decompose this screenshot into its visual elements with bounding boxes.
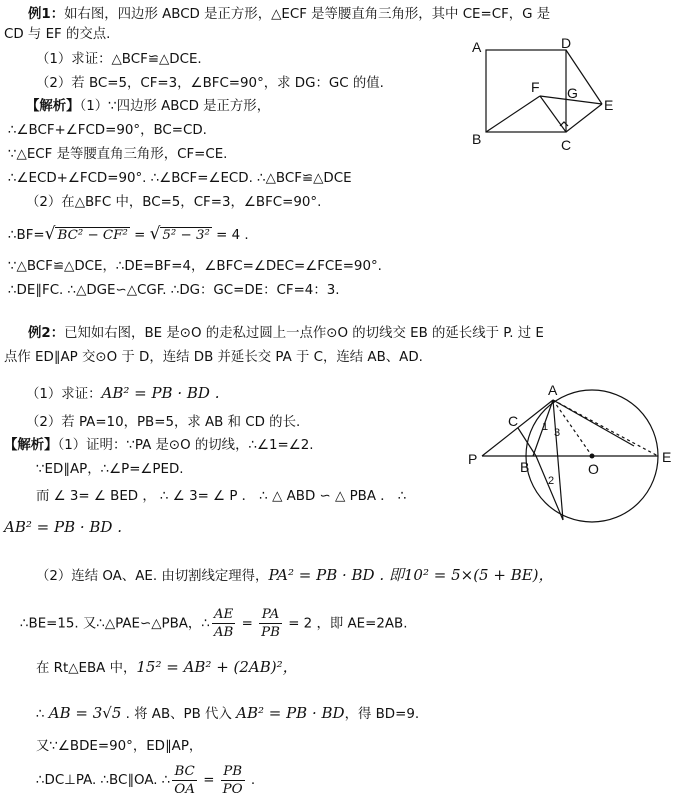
square-figure xyxy=(470,34,620,154)
angle-2: 2 xyxy=(548,475,555,487)
frac-num: PB xyxy=(221,763,245,781)
radicand-2: 5² − 3² xyxy=(162,228,210,243)
example2-solution-1-text: （1）证明：∵PA 是⊙O 的切线，∴∠1=∠2. xyxy=(57,438,314,453)
example1-statement-1: 如右图，四边形 ABCD 是正方形，△ECF 是等腰直角三角形，其中 CE=CF，G 是 xyxy=(64,7,551,22)
s8-prefix: ∴ xyxy=(36,707,49,722)
s5-prefix: （2）连结 OA、AE. 由切割线定理得， xyxy=(36,569,269,584)
s8-math-2: AB² = PB · BD xyxy=(236,704,345,722)
label-O: O xyxy=(588,461,599,477)
example1-step-7: ∵△BCF≌△DCE，∴DE=BF=4，∠BFC=∠DEC=∠FCE=90°. xyxy=(8,259,382,274)
q1-math: AB² = PB · BD . xyxy=(101,384,220,402)
frac-den: PB xyxy=(261,625,280,640)
s7-math: 15² = AB² + (2AB)²， xyxy=(136,658,298,676)
fraction-pb-po xyxy=(221,763,245,798)
example2-line1 xyxy=(28,325,544,343)
q1-prefix: （1）求证： xyxy=(26,387,102,402)
s8-math: AB = 3√5 xyxy=(48,704,122,722)
s4-math: AB² = PB · BD . xyxy=(4,518,122,536)
frac-num: BC xyxy=(172,763,197,781)
example2-step-6 xyxy=(20,606,407,640)
example1-question-1: （1）求证：△BCF≌△DCE. xyxy=(36,52,202,67)
example1-step-8: ∴DE∥FC. ∴△DGE∽△CGF. ∴DG：GC=DE：CF=4：3. xyxy=(8,283,340,298)
frac-den: OA xyxy=(174,781,195,797)
bf-label: ∴BF= xyxy=(8,228,45,243)
example2-solution-1 xyxy=(4,437,314,455)
example2-solution-heading: 【解析】 xyxy=(4,438,58,453)
example2-step-3: 而 ∠ 3= ∠ BED ， ∴ ∠ 3= ∠ P ． ∴ △ ABD ∽ △ PBA ． ∴ xyxy=(36,489,407,504)
frac-den: AB xyxy=(213,625,234,640)
example1-solution-heading: 【解析】 xyxy=(26,99,80,114)
s10-suffix: . xyxy=(246,773,256,788)
angle-1: 1 xyxy=(542,421,549,433)
s6-prefix: ∴BE=15. 又∴△PAE∽△PBA，∴ xyxy=(20,616,210,632)
frac-den: PO xyxy=(222,781,243,797)
example2-step-10 xyxy=(36,762,255,800)
label-E: E xyxy=(604,97,614,113)
label-F: F xyxy=(531,79,540,95)
circle-figure xyxy=(468,380,676,530)
example2-step-2: ∵ED∥AP，∴∠P=∠PED. xyxy=(36,462,184,477)
label-G: G xyxy=(567,85,578,101)
example1-line1 xyxy=(28,6,550,24)
example2-step-7 xyxy=(36,658,298,678)
example2-title: 例2： xyxy=(28,326,65,341)
equals: = xyxy=(237,616,258,632)
s5-math: PA² = PB · BD . 即10² = 5×(5 + BE)， xyxy=(268,566,554,584)
example1-statement-2: CD 与 EF 的交点. xyxy=(4,27,111,42)
label-B: B xyxy=(472,131,482,147)
example2-step-4 xyxy=(4,518,122,536)
example2-step-8 xyxy=(36,704,419,724)
example2-step-5 xyxy=(36,566,554,586)
example2-statement-1: 已知如右图，BE 是⊙O 的走私过圆上一点作⊙O 的切线交 EB 的延长线于 P. 过 E xyxy=(64,326,544,341)
label-C: C xyxy=(561,137,572,153)
equals-1: = xyxy=(129,228,150,243)
example2-question-1 xyxy=(26,384,219,404)
result-4: = 4 . xyxy=(211,228,249,243)
example1-step-6 xyxy=(8,225,249,245)
example2-question-2: （2）若 PA=10，PB=5，求 AB 和 CD 的长. xyxy=(26,415,301,430)
fraction-pa-pb xyxy=(259,606,282,641)
example1-question-2: （2）若 BC=5，CF=3，∠BFC=90°，求 DG：GC 的值. xyxy=(36,76,384,91)
label-A: A xyxy=(472,39,482,55)
example1-step-5: （2）在△BFC 中，BC=5，CF=3，∠BFC=90°. xyxy=(26,195,322,210)
angle-3: 3 xyxy=(554,427,561,439)
example1-step-3: ∵△ECF 是等腰直角三角形，CF=CE. xyxy=(8,147,228,162)
label-P: P xyxy=(468,451,478,467)
example1-solution-1-text: （1）∵四边形 ABCD 是正方形， xyxy=(79,99,271,114)
s7-prefix: 在 Rt△EBA 中， xyxy=(36,661,137,676)
sqrt-icon: √ xyxy=(44,224,56,244)
s8-middle: . 将 AB、PB 代入 xyxy=(121,707,237,722)
label-E: E xyxy=(662,449,672,465)
example2-statement-2: 点作 ED∥AP 交⊙O 于 D，连结 DB 并延长交 PA 于 C，连结 AB、AD. xyxy=(4,350,423,365)
example1-step-4: ∴∠ECD+∠FCD=90°. ∴∠BCF=∠ECD. ∴△BCF≌△DCE xyxy=(8,171,352,186)
radicand-1: BC² − CF² xyxy=(57,228,128,243)
label-A: A xyxy=(548,382,558,398)
label-C: C xyxy=(508,413,519,429)
frac-num: PA xyxy=(259,606,282,624)
equals: = xyxy=(198,773,219,788)
example1-title: 例1： xyxy=(28,7,65,22)
s8-suffix: ，得 BD=9. xyxy=(344,707,420,722)
sqrt-icon: √ xyxy=(149,224,161,244)
label-B: B xyxy=(520,459,530,475)
s6-suffix: = 2 ，即 AE=2AB. xyxy=(283,616,408,632)
s10-prefix: ∴DC⊥PA. ∴BC∥OA. ∴ xyxy=(36,773,171,788)
label-D: D xyxy=(561,35,572,51)
frac-num: AE xyxy=(212,606,236,624)
fraction-bc-oa xyxy=(172,763,197,798)
example2-step-9: 又∵∠BDE=90°，ED∥AP， xyxy=(36,739,203,754)
example1-step-2: ∴∠BCF+∠FCD=90°，BC=CD. xyxy=(8,123,207,138)
example1-solution-1 xyxy=(26,98,270,116)
fraction-ae-ab xyxy=(212,606,236,641)
